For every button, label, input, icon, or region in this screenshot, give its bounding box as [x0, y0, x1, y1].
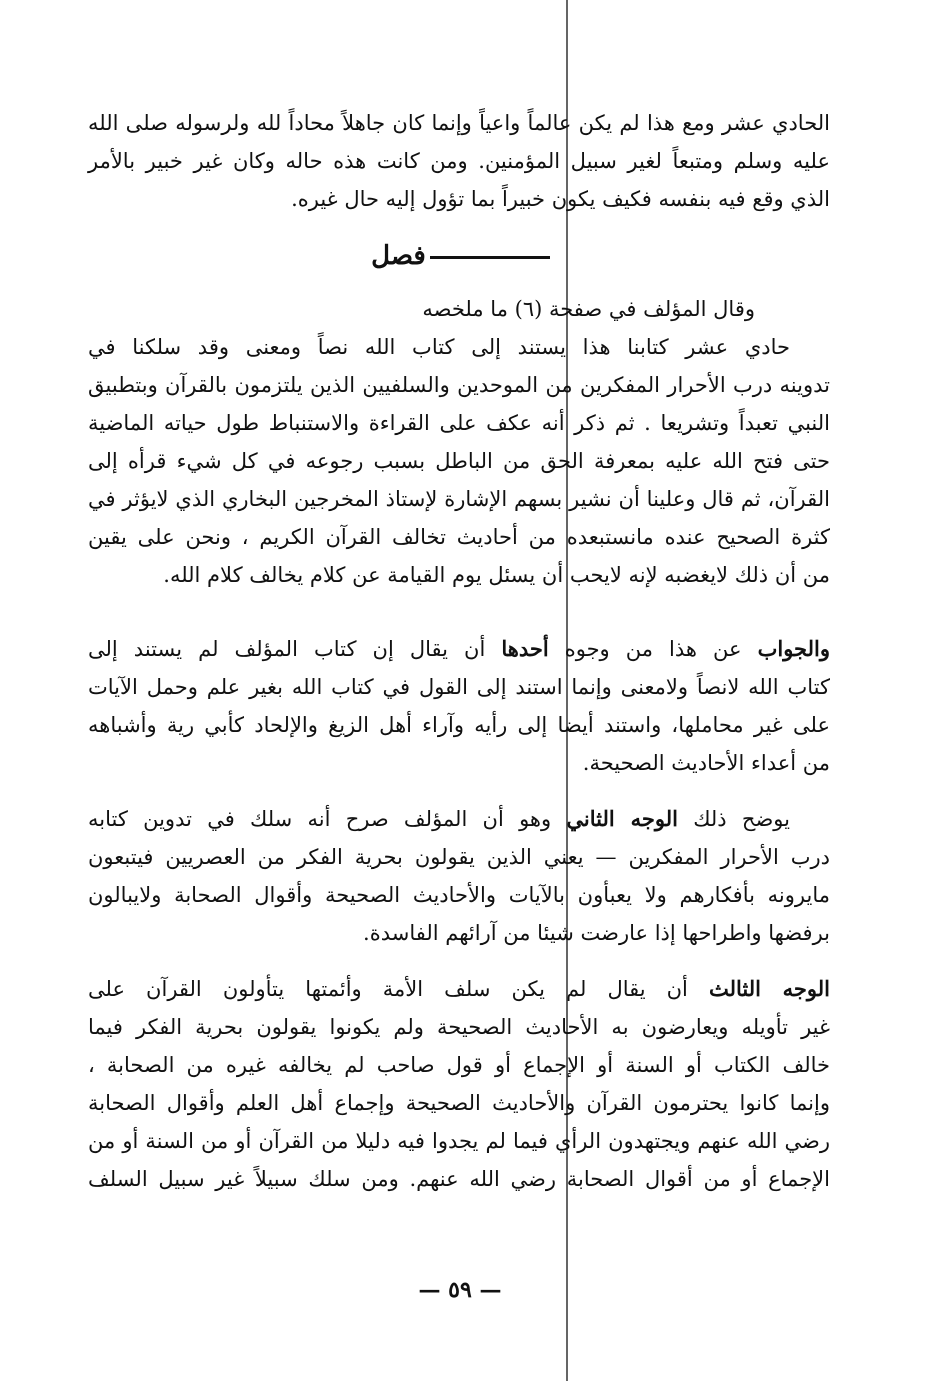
text-fragment: أن يقال إن كتاب المؤلف لم يستند إلى	[88, 637, 502, 661]
text-line: خالف الكتاب أو السنة أو الإجماع أو قول صاحب لم يخالفه غيره من الصحابة ،	[88, 1053, 830, 1077]
second-point-paragraph	[88, 800, 830, 952]
text-line: الإجماع أو من أقوال الصحابة رضي الله عنهم. ومن سلك سبيلاً غير سبيل السلف	[88, 1167, 830, 1191]
text-fragment: يوضح ذلك	[677, 807, 791, 831]
text-line: كثرة الصحيح عنده مانستبعده من أحاديث تخالف القرآن الكريم ، ونحن على يقين	[88, 525, 830, 549]
answer-lead: والجواب	[757, 636, 830, 661]
text-fragment: وهو أن المؤلف صرح أنه سلك في تدوين كتابه	[88, 807, 567, 831]
heading-rule	[430, 256, 550, 259]
quote-intro: وقال المؤلف في صفحة (٦) ما ملخصه	[422, 297, 755, 321]
text-line: كتاب الله لانصاً ولامعنى وإنما استند إلى القول في كتاب الله بغير علم وحمل الآيات	[88, 675, 830, 699]
text-line: برفضها واطراحها إذا عارضت شيئا من آرائهم الفاسدة.	[363, 921, 830, 945]
page-number: — ٥٩ —	[418, 1277, 502, 1303]
section-heading	[330, 236, 595, 276]
text-line: غير تأويله ويعارضون به الأحاديث الصحيحة ولم يكونوا يقولون بحرية الفكر فيما	[88, 1015, 830, 1039]
text-line: الحادي عشر ومع هذا لم يكن عالماً واعياً وإنما كان جاهلاً محاداً لله ولرسوله صلى الله	[88, 111, 830, 135]
text-line: مايرونه بأفكارهم ولا يعبأون بالآيات والأحاديث الصحيحة وأقوال الصحابة ولايبالون	[88, 883, 830, 907]
text-line: الذي وقع فيه بنفسه فكيف يكون خبيراً بما تؤول إليه حال غيره.	[291, 187, 830, 211]
text-line: من أن ذلك لايغضبه لإنه لايحب أن يسئل يوم القيامة عن كلام يخالف كلام الله.	[163, 563, 830, 587]
answer-paragraph	[88, 630, 830, 782]
author-quote-paragraph	[88, 328, 830, 594]
text-line: النبي تعبداً وتشريعا . ثم ذكر أنه عكف على القراءة والاستنباط طول حياته الماضية	[88, 411, 830, 435]
text-line: حادي عشر كتابنا هذا يستند إلى كتاب الله نصاً ومعنى وقد سلكنا في	[88, 335, 790, 359]
second-point-label: الوجه الثاني	[566, 806, 678, 831]
text-fragment: أن يقال لم يكن سلف الأمة وأئمتها يتأولون القرآن على	[88, 977, 709, 1001]
text-line: عليه وسلم ومتبعاً لغير سبيل المؤمنين. ومن كانت هذه حاله وكان غير خبير بالأمر	[88, 149, 830, 173]
third-point-label: الوجه الثالث	[708, 976, 830, 1001]
text-line: رضي الله عنهم ويجتهدون الرأي فيما لم يجدوا فيه دليلا من القرآن أو من السنة أو من	[88, 1129, 830, 1153]
text-fragment: عن هذا من وجوه	[548, 637, 758, 661]
section-title: فصل	[371, 241, 426, 271]
first-point-label: أحدها	[501, 636, 549, 661]
text-line: من أعداء الأحاديث الصحيحة.	[582, 751, 830, 775]
text-line: وإنما كانوا يحترمون القرآن والأحاديث الصحيحة وإجماع أهل العلم وأقوال الصحابة	[88, 1091, 830, 1115]
third-point-paragraph	[88, 970, 830, 1198]
paragraph-continuation	[88, 104, 830, 218]
text-line: درب الأحرار المفكرين — يعني الذين يقولون بحرية الفكر من العصريين فيتبعون	[88, 845, 830, 869]
text-line: حتى فتح الله عليه بمعرفة الحق من الباطل بسبب رجوعه في كل شيء قرأه إلى	[88, 449, 830, 473]
text-line: على غير محاملها، واستند أيضا إلى رأيه وآراء أهل الزيغ والإلحاد كأبي رية وأشباهه	[88, 713, 830, 737]
text-line	[88, 630, 830, 668]
text-line: تدوينه درب الأحرار المفكرين من الموحدين والسلفيين الذين يلتزمون بالقرآن وبتطبيق	[88, 373, 830, 397]
text-line	[88, 800, 830, 838]
text-line: القرآن، ثم قال وعلينا أن نشير بسهم الإشارة لإستاذ المخرجين البخاري الذي لايؤثر في	[88, 487, 830, 511]
text-line	[88, 970, 830, 1008]
